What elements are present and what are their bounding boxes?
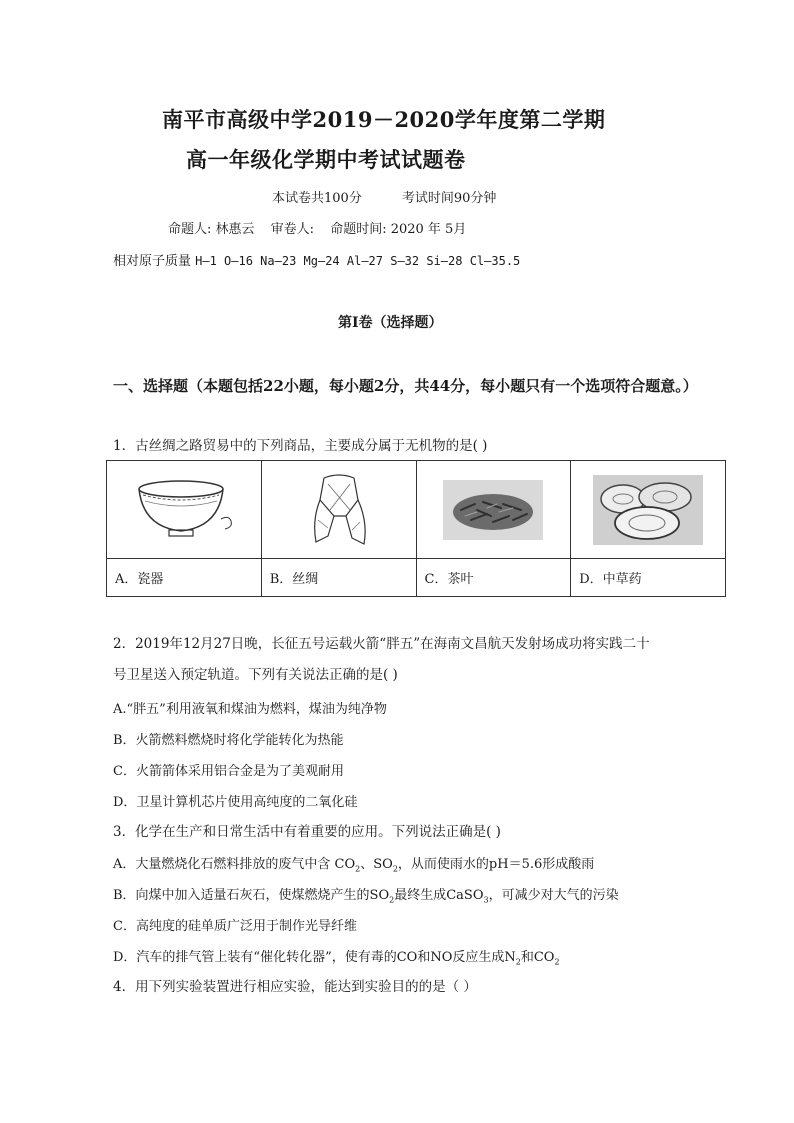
score-info: 本试卷共100分 xyxy=(272,191,362,206)
option-a-image-cell xyxy=(107,461,262,559)
question-1-options-table xyxy=(106,460,726,597)
exam-title: 南平市高级中学2019－2020学年度第二学期 xyxy=(162,107,606,132)
author-info xyxy=(168,218,478,237)
author: 命题人: 林惠云 xyxy=(168,222,255,237)
question-3-option-b: B．向煤中加入适量石灰石，使煤燃烧产生的$SO_2$最终生成CaSO$_3$，可减少对大气的污染 xyxy=(113,888,619,905)
atomic-mass-values: H—1 O—16 Na—23 Mg—24 Al—27 S—32 Si—28 Cl—35.5 xyxy=(195,254,521,268)
section-heading: 一、选择题（本题包括22小题，每小题2分，共44分，每小题只有一个选项符合题意。） xyxy=(113,377,698,395)
reviewer: 审卷人: xyxy=(270,222,315,237)
question-4-stem: 4．用下列实验装置进行相应实验，能达到实验目的的是（ ） xyxy=(113,979,477,995)
question-2-stem-line1: 2．2019年12月27日晚，长征五号运载火箭“胖五”在海南文昌航天发射场成功将实践二十 xyxy=(113,636,650,652)
option-b-label: B．丝绸 xyxy=(261,559,416,597)
tea-leaves-image xyxy=(443,480,543,540)
question-2-stem-line2: 号卫星送入预定轨道。下列有关说法正确的是( ) xyxy=(113,667,398,683)
question-3-option-d: D．汽车的排气管上装有“催化转化器”，使有毒的CO和NO反应生成$N_2$和$CO_2$ xyxy=(113,950,560,967)
question-3-option-c: C．高纯度的硅单质广泛用于制作光导纤维 xyxy=(113,919,357,934)
question-3-option-a: A．大量燃烧化石燃料排放的废气中含 $CO_2$、$SO_2$，从而使雨水的pH＝5.6形成酸雨 xyxy=(113,857,595,874)
question-1-stem: 1．古丝绸之路贸易中的下列商品，主要成分属于无机物的是( ) xyxy=(113,438,488,454)
option-c-label: C．茶叶 xyxy=(416,559,571,597)
time-info: 考试时间90分钟 xyxy=(401,191,497,206)
option-a-label: A．瓷器 xyxy=(107,559,262,597)
question-2-option-a: A.“胖五”利用液氧和煤油为燃料，煤油为纯净物 xyxy=(113,702,387,717)
exam-info xyxy=(272,187,496,206)
herbal-medicine-image xyxy=(593,475,703,545)
exam-subtitle: 高一年级化学期中考试试题卷 xyxy=(186,147,466,172)
silk-scarf-image xyxy=(294,470,384,550)
porcelain-bowl-image xyxy=(129,475,239,545)
question-3-stem: 3．化学在生产和日常生活中有着重要的应用。下列说法正确是( ) xyxy=(113,824,501,840)
option-d-label: D．中草药 xyxy=(571,559,726,597)
question-2-option-b: B．火箭燃料燃烧时将化学能转化为热能 xyxy=(113,733,344,748)
option-b-image-cell xyxy=(261,461,416,559)
part-title: 第Ⅰ卷（选择题） xyxy=(338,315,443,331)
option-d-image-cell xyxy=(571,461,726,559)
atomic-masses xyxy=(113,250,520,269)
atomic-mass-label: 相对原子质量 xyxy=(113,254,192,269)
question-2-option-c: C．火箭箭体采用铝合金是为了美观耐用 xyxy=(113,764,344,779)
question-2-option-d: D．卫星计算机芯片使用高纯度的二氧化硅 xyxy=(113,795,358,810)
option-c-image-cell xyxy=(416,461,571,559)
date: 命题时间: 2020 年 5月 xyxy=(330,222,467,237)
